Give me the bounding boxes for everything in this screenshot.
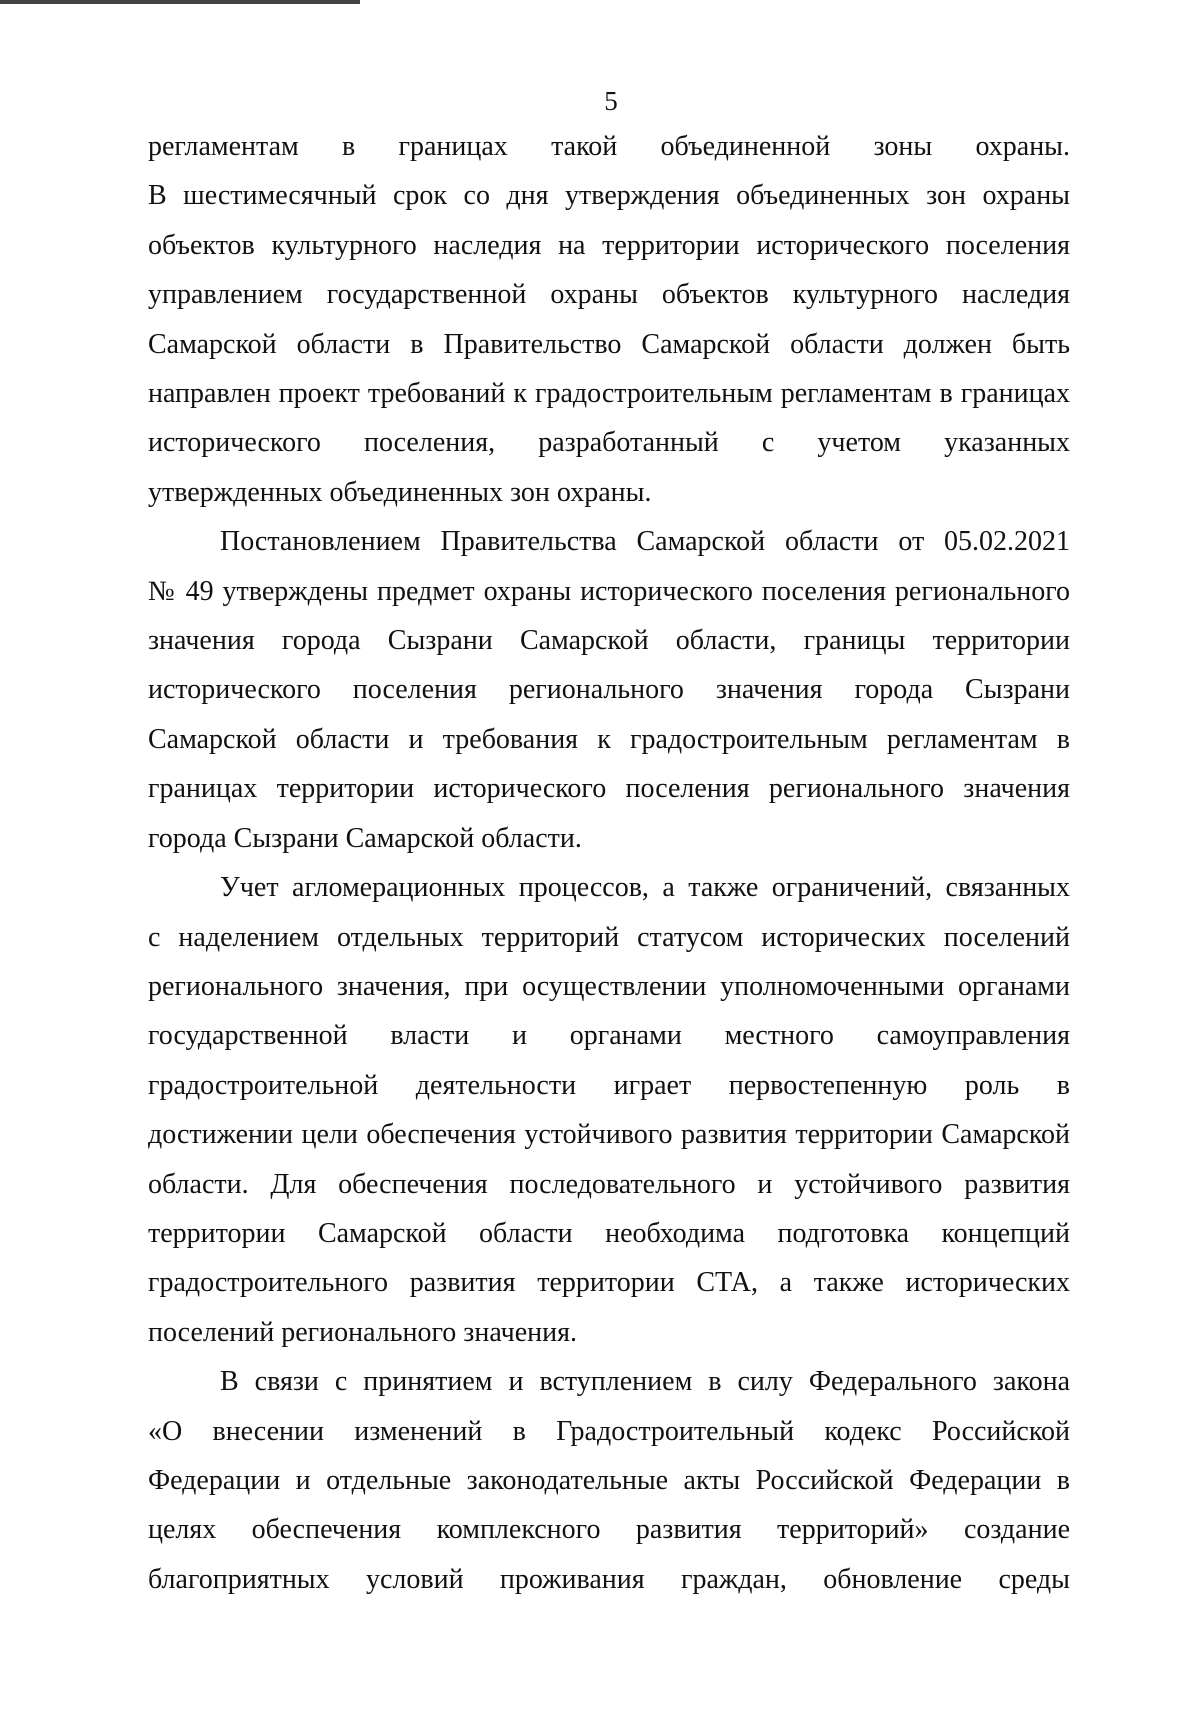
text-line: исторического поселения, разработанный с учетом указанных (148, 427, 1070, 459)
paragraph-resolution (148, 517, 1070, 863)
text-line: города Сызрани Самарской области. (148, 822, 582, 854)
text-line: утвержденных объединенных зон охраны. (148, 476, 652, 508)
text-line: регионального значения, при осуществлении уполномоченными органами (148, 970, 1070, 1002)
text-line: № 49 утверждены предмет охраны исторического поселения регионального (148, 575, 1070, 607)
text-line: объектов культурного наследия на территории исторического поселения (148, 229, 1070, 261)
text-line: В связи с принятием и вступлением в силу Федерального закона (220, 1366, 1070, 1398)
text-line: значения города Сызрани Самарской области, границы территории (148, 625, 1070, 657)
text-line: Постановлением Правительства Самарской области от 05.02.2021 (220, 526, 1070, 558)
paragraph-federal-law (148, 1357, 1070, 1604)
text-line: благоприятных условий проживания граждан, обновление среды (148, 1563, 1070, 1595)
text-line: области. Для обеспечения последовательного и устойчивого развития (148, 1168, 1070, 1200)
text-line: В шестимесячный срок со дня утверждения объединенных зон охраны (148, 180, 1070, 212)
document-body (148, 122, 1070, 1604)
text-line: градостроительного развития территории СТА, а также исторических (148, 1267, 1070, 1299)
text-line: границах территории исторического поселения регионального значения (148, 773, 1070, 805)
text-line: территории Самарской области необходима подготовка концепций (148, 1217, 1070, 1249)
scan-edge-mark (0, 0, 360, 4)
text-line: Самарской области и требования к градостроительным регламентам в (148, 723, 1070, 755)
text-line: «О внесении изменений в Градостроительный кодекс Российской (148, 1415, 1070, 1447)
text-line: поселений регионального значения. (148, 1316, 578, 1348)
paragraph-agglomeration (148, 863, 1070, 1357)
text-line: достижении цели обеспечения устойчивого развития территории Самарской (148, 1119, 1070, 1151)
text-line: с наделением отдельных территорий статусом исторических поселений (148, 921, 1070, 953)
text-line: градостроительной деятельности играет первостепенную роль в (148, 1069, 1070, 1101)
text-line: государственной власти и органами местного самоуправления (148, 1020, 1070, 1052)
text-line: управлением государственной охраны объектов культурного наследия (148, 279, 1070, 311)
text-line: направлен проект требований к градостроительным регламентам в границах (148, 378, 1070, 410)
text-line: Самарской области в Правительство Самарской области должен быть (148, 328, 1070, 360)
paragraph-continuation (148, 122, 1070, 517)
text-line: регламентам в границах такой объединенной зоны охраны. (148, 131, 1070, 162)
text-line: Федерации и отдельные законодательные акты Российской Федерации в (148, 1464, 1070, 1496)
text-line: исторического поселения регионального значения города Сызрани (148, 674, 1070, 706)
text-line: Учет агломерационных процессов, а также ограничений, связанных (220, 872, 1070, 904)
page-number: 5 (604, 86, 618, 116)
text-line: целях обеспечения комплексного развития территорий» создание (148, 1514, 1070, 1546)
